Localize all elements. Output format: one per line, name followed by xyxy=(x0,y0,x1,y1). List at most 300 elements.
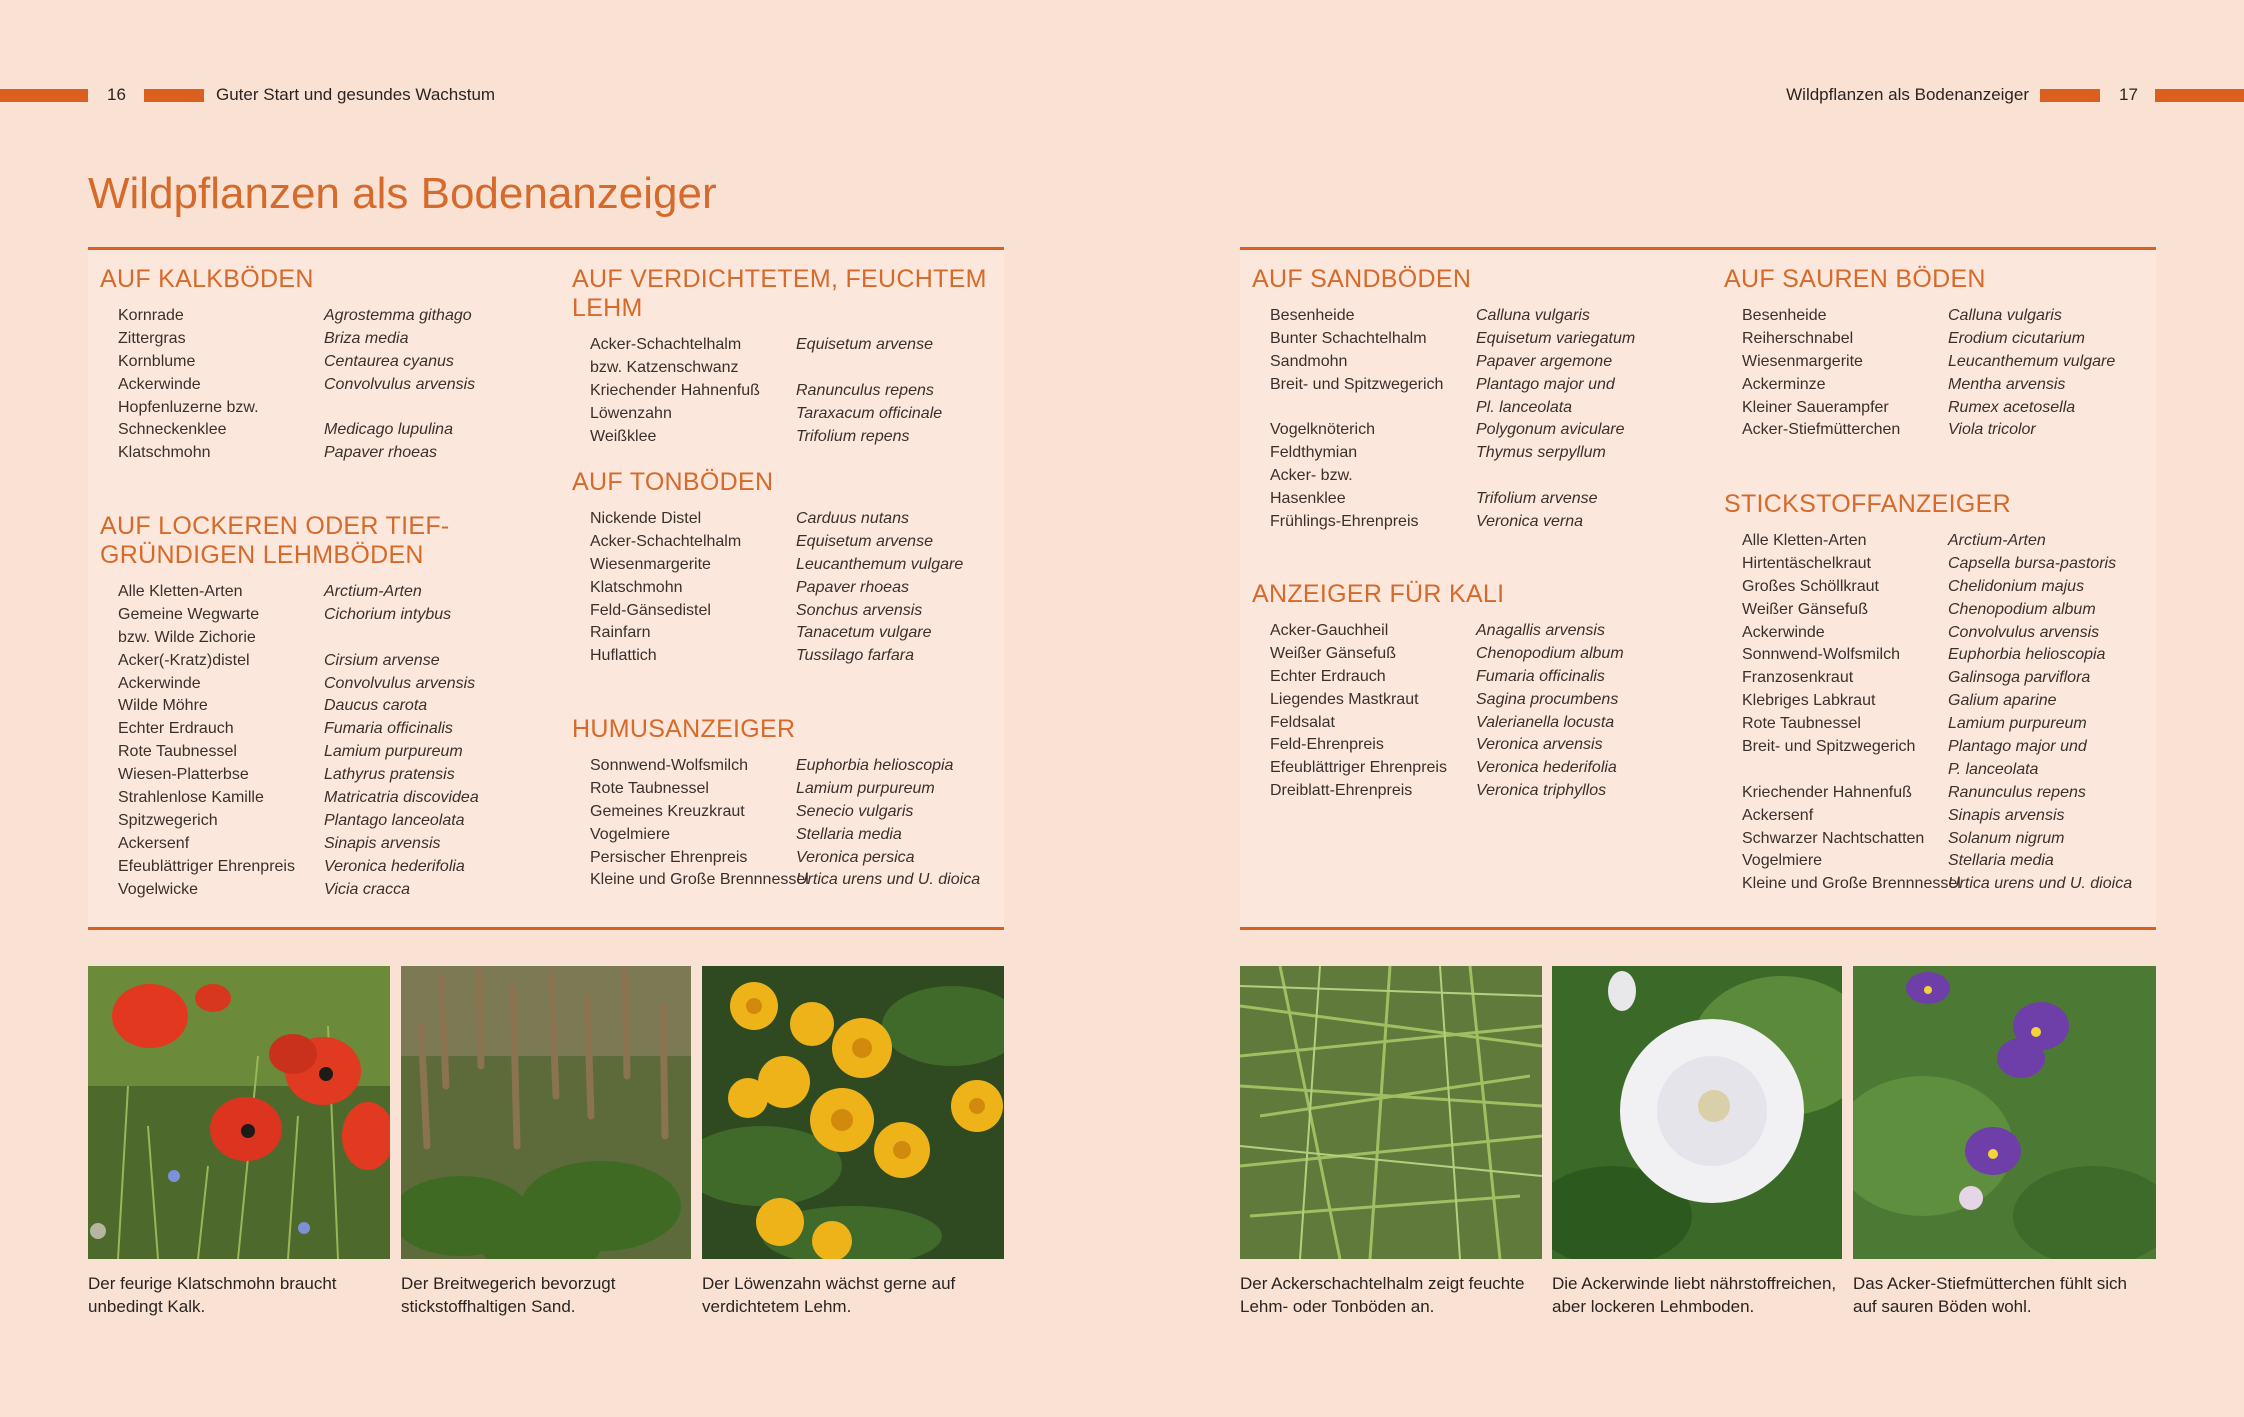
plant-row xyxy=(590,508,1012,531)
plant-row xyxy=(118,810,540,833)
plant-latin-name: Carduus nutans xyxy=(796,510,909,527)
section-sandboeden xyxy=(1252,265,1692,534)
plant-latin-name: Tanacetum vulgare xyxy=(796,624,932,642)
section-verdichteter-lehm xyxy=(572,265,1012,448)
plant-common-name: Spitzwegerich xyxy=(118,811,218,829)
plant-row xyxy=(1742,622,2164,645)
plant-row xyxy=(118,604,540,627)
plant-latin-name: Equisetum arvense xyxy=(796,336,933,353)
plant-row xyxy=(1742,419,2164,442)
plant-latin-name: Leucanthemum vulgare xyxy=(796,555,964,573)
plant-row xyxy=(118,419,540,442)
plant-common-name: Kriechender Hahnenfuß xyxy=(1742,783,1912,801)
plant-latin-name: Medicago lupulina xyxy=(324,421,453,439)
plant-latin-name: Solanum nigrum xyxy=(1948,829,2065,847)
plant-row xyxy=(590,403,1012,426)
plant-common-name: Vogelmiere xyxy=(590,825,671,843)
plant-latin-name: Veronica hederifolia xyxy=(324,857,465,875)
plant-row xyxy=(590,554,1012,577)
plant-latin-name: Lamium purpureum xyxy=(1948,715,2087,733)
section-heading xyxy=(1724,265,2164,294)
plant-latin-name: Plantago lanceolata xyxy=(324,811,465,829)
plant-latin-name: Sinapis arvensis xyxy=(324,834,441,852)
caption-line: stickstoffhaltigen Sand. xyxy=(401,1297,576,1316)
plant-row xyxy=(118,627,540,650)
plant-latin-name: Lamium purpureum xyxy=(796,779,935,797)
plant-latin-name: Vicia cracca xyxy=(324,880,410,898)
plant-common-name: Kornblume xyxy=(118,352,196,370)
plant-row xyxy=(118,442,540,465)
plant-common-name: Efeublättriger Ehrenpreis xyxy=(118,857,295,875)
caption-line: Die Ackerwinde liebt nährstoffreichen, xyxy=(1552,1274,1837,1293)
plant-row xyxy=(1270,488,1692,511)
section-heading xyxy=(572,468,1012,497)
plant-latin-name: Stellaria media xyxy=(1948,852,2054,870)
plant-common-name: Hirtentäschelkraut xyxy=(1742,554,1871,572)
plant-row xyxy=(118,879,540,902)
right-running-title: Wildpflanzen als Bodenanzeiger xyxy=(1786,85,2029,104)
plant-list xyxy=(118,581,540,901)
plant-common-name: Kleiner Sauerampfer xyxy=(1742,398,1889,416)
bindweed-photo xyxy=(1552,966,1842,1259)
plant-row xyxy=(1270,397,1692,420)
plant-row xyxy=(1270,465,1692,488)
plant-latin-name: Stellaria media xyxy=(796,825,902,843)
section-tonboeden xyxy=(572,468,1012,668)
plant-common-name: Vogelwicke xyxy=(118,880,199,898)
plant-row xyxy=(590,600,1012,623)
plant-row xyxy=(118,673,540,696)
plant-row xyxy=(118,374,540,397)
plant-row xyxy=(118,328,540,351)
plant-row xyxy=(118,581,540,604)
plant-common-name: Ackerwinde xyxy=(118,375,201,393)
plant-common-name: Reiherschnabel xyxy=(1742,329,1854,347)
plant-row xyxy=(1270,643,1692,666)
plant-row xyxy=(1742,828,2164,851)
plant-row xyxy=(118,650,540,673)
plant-latin-name: Leucanthemum vulgare xyxy=(1948,352,2116,370)
plant-latin-name: Galinsoga parviflora xyxy=(1948,669,2091,687)
plant-row xyxy=(1270,419,1692,442)
plant-latin-name: Cichorium intybus xyxy=(324,605,452,623)
plant-row xyxy=(1270,757,1692,780)
plant-common-name: Besenheide xyxy=(1742,307,1827,324)
plant-common-name: Zittergras xyxy=(118,329,186,347)
plant-common-name: Rote Taubnessel xyxy=(118,743,237,761)
plant-latin-name: Plantago major und xyxy=(1476,375,1615,393)
plant-latin-name: Mentha arvensis xyxy=(1948,375,2066,393)
plant-common-name: Hopfenluzerne bzw. xyxy=(118,398,259,416)
plant-latin-name: Convolvulus arvensis xyxy=(324,375,476,393)
plant-list xyxy=(590,508,1012,668)
plant-row xyxy=(1270,734,1692,757)
plant-latin-name: Lathyrus pratensis xyxy=(324,766,455,784)
plant-common-name: Acker-Schachtelhalm xyxy=(590,336,742,353)
plant-latin-name: Arctium-Arten xyxy=(324,583,422,600)
plant-latin-name: Centaurea cyanus xyxy=(324,352,454,370)
plant-row xyxy=(1270,780,1692,803)
section-heading-line: AUF LOCKEREN ODER TIEF- xyxy=(100,512,450,540)
plant-latin-name: Daucus carota xyxy=(324,697,428,715)
plant-common-name: Weißer Gänsefuß xyxy=(1742,600,1868,618)
section-heading-line: STICKSTOFFANZEIGER xyxy=(1724,490,2011,518)
caption-pansy xyxy=(1853,1272,2156,1318)
plant-row xyxy=(1270,328,1692,351)
section-heading xyxy=(100,512,540,570)
plant-row xyxy=(1742,690,2164,713)
plant-latin-name: Rumex acetosella xyxy=(1948,398,2076,416)
plant-row xyxy=(1270,374,1692,397)
section-kali xyxy=(1252,580,1692,803)
section-stickstoff xyxy=(1724,490,2164,896)
plant-common-name: Alle Kletten-Arten xyxy=(1742,532,1867,549)
section-heading-line: AUF SAUREN BÖDEN xyxy=(1724,265,1986,293)
section-heading-line: GRÜNDIGEN LEHMBÖDEN xyxy=(100,541,424,569)
plant-row xyxy=(1270,712,1692,735)
plant-row xyxy=(590,801,1012,824)
plant-common-name: Acker-Stiefmütterchen xyxy=(1742,421,1901,439)
plant-latin-name: Equisetum variegatum xyxy=(1476,329,1636,347)
plant-latin-name: Veronica hederifolia xyxy=(1476,759,1617,777)
plant-row xyxy=(118,833,540,856)
plant-common-name: Löwenzahn xyxy=(590,404,672,422)
section-humusanzeiger xyxy=(572,715,1012,892)
plant-common-name: Echter Erdrauch xyxy=(1270,667,1386,685)
plant-row xyxy=(590,426,1012,449)
plant-row xyxy=(118,695,540,718)
plant-common-name: Ackersenf xyxy=(118,834,190,852)
plant-common-name: Klatschmohn xyxy=(590,578,683,596)
plant-row xyxy=(590,869,1012,892)
plant-latin-name: Taraxacum officinale xyxy=(796,404,943,422)
caption-line: Lehm- oder Tonböden an. xyxy=(1240,1297,1435,1316)
horsetail-photo xyxy=(1240,966,1542,1259)
caption-line: Der Löwenzahn wächst gerne auf xyxy=(702,1274,956,1293)
poppy-photo xyxy=(88,966,390,1259)
plant-latin-name: Euphorbia helioscopia xyxy=(1948,646,2106,664)
section-heading xyxy=(100,265,540,294)
header-rule-right-outer xyxy=(2155,89,2244,102)
plant-row xyxy=(590,847,1012,870)
plant-row xyxy=(118,718,540,741)
plant-row xyxy=(590,645,1012,668)
plant-common-name: Ackersenf xyxy=(1742,806,1814,824)
plant-common-name: Klebriges Labkraut xyxy=(1742,692,1876,710)
plant-latin-name: Equisetum arvense xyxy=(796,532,933,550)
plant-common-name: Kleine und Große Brennnessel xyxy=(590,871,809,889)
plant-common-name: Persischer Ehrenpreis xyxy=(590,848,748,866)
plant-common-name: Vogelmiere xyxy=(1742,852,1823,870)
section-heading-line: AUF SANDBÖDEN xyxy=(1252,265,1472,293)
plant-row xyxy=(1742,599,2164,622)
plant-latin-name: Chenopodium album xyxy=(1948,600,2096,618)
plant-row xyxy=(590,622,1012,645)
plant-common-name: Kornrade xyxy=(118,307,184,324)
plant-common-name: Schwarzer Nachtschatten xyxy=(1742,829,1925,847)
plant-common-name: Kriechender Hahnenfuß xyxy=(590,381,760,399)
section-heading-line: HUMUSANZEIGER xyxy=(572,715,796,743)
caption-bindweed xyxy=(1552,1272,1847,1318)
plant-latin-name: Agrostemma githago xyxy=(324,307,472,324)
plant-latin-name: Fumaria officinalis xyxy=(324,720,453,738)
plant-common-name: Weißklee xyxy=(590,427,657,445)
plant-row xyxy=(1742,374,2164,397)
plant-latin-name: Tussilago farfara xyxy=(796,647,914,665)
caption-line: Der Ackerschachtelhalm zeigt feuchte xyxy=(1240,1274,1525,1293)
plant-common-name: Franzosenkraut xyxy=(1742,669,1854,687)
plant-latin-name: Papaver argemone xyxy=(1476,352,1613,370)
plant-latin-name: Capsella bursa-pastoris xyxy=(1948,554,2117,572)
plant-latin-name: Trifolium arvense xyxy=(1476,490,1598,508)
plant-latin-name: Euphorbia helioscopia xyxy=(796,757,954,774)
plant-common-name: Wiesenmargerite xyxy=(590,555,711,573)
plant-row xyxy=(118,764,540,787)
plant-row xyxy=(1270,351,1692,374)
plant-row xyxy=(1742,805,2164,828)
plant-latin-name: Sinapis arvensis xyxy=(1948,806,2065,824)
section-heading xyxy=(572,715,1012,744)
plant-row xyxy=(1742,850,2164,873)
plant-latin-name: Trifolium repens xyxy=(796,427,910,445)
plant-latin-name: Sagina procumbens xyxy=(1476,690,1619,708)
plant-row xyxy=(1742,667,2164,690)
plantain-photo xyxy=(401,966,691,1259)
page-title: Wildpflanzen als Bodenanzeiger xyxy=(88,169,717,218)
caption-line: Der feurige Klatschmohn braucht xyxy=(88,1274,337,1293)
plant-common-name: Großes Schöllkraut xyxy=(1742,577,1879,595)
caption-poppy xyxy=(88,1272,390,1318)
plant-row xyxy=(590,334,1012,357)
plant-common-name: Breit- und Spitzwegerich xyxy=(1742,738,1916,756)
plant-common-name: Bunter Schachtelhalm xyxy=(1270,329,1427,347)
plant-row xyxy=(590,531,1012,554)
plant-common-name: Hasenklee xyxy=(1270,490,1346,508)
plant-row xyxy=(1742,576,2164,599)
caption-line: aber lockeren Lehmboden. xyxy=(1552,1297,1755,1316)
section-heading-line: AUF KALKBÖDEN xyxy=(100,265,314,293)
plant-common-name: Alle Kletten-Arten xyxy=(118,583,243,600)
plant-common-name: Feldthymian xyxy=(1270,444,1358,462)
plant-row xyxy=(1742,530,2164,553)
plant-list xyxy=(1742,305,2164,442)
plant-latin-name: Convolvulus arvensis xyxy=(1948,623,2100,641)
plant-common-name: Frühlings-Ehrenpreis xyxy=(1270,513,1419,531)
plant-common-name: Gemeines Kreuzkraut xyxy=(590,802,745,820)
plant-latin-name: Cirsium arvense xyxy=(324,651,440,669)
plant-latin-name: Calluna vulgaris xyxy=(1948,307,2062,324)
plant-row xyxy=(1742,305,2164,328)
plant-common-name: Huflattich xyxy=(590,647,657,665)
plant-common-name: Dreiblatt-Ehrenpreis xyxy=(1270,782,1413,800)
plant-common-name: Acker-Gauchheil xyxy=(1270,622,1389,639)
plant-latin-name: Urtica urens und U. dioica xyxy=(1948,875,2133,893)
plant-row xyxy=(590,357,1012,380)
plant-row xyxy=(1742,782,2164,805)
plant-common-name: Acker-Schachtelhalm xyxy=(590,532,742,550)
plant-common-name: Rote Taubnessel xyxy=(1742,715,1861,733)
plant-common-name: Ackerwinde xyxy=(118,674,201,692)
plant-common-name: Vogelknöterich xyxy=(1270,421,1375,439)
plant-latin-name: Veronica triphyllos xyxy=(1476,782,1607,800)
plant-common-name: Klatschmohn xyxy=(118,444,211,462)
plant-row xyxy=(1270,305,1692,328)
plant-row xyxy=(1270,442,1692,465)
plant-row xyxy=(118,787,540,810)
plant-common-name: Rainfarn xyxy=(590,624,651,642)
plant-row xyxy=(118,305,540,328)
plant-latin-name: Ranunculus repens xyxy=(1948,783,2086,801)
plant-list xyxy=(118,305,540,465)
plant-common-name: Ackerminze xyxy=(1742,375,1826,393)
plant-list xyxy=(1270,620,1692,803)
plant-common-name: Rote Taubnessel xyxy=(590,779,709,797)
plant-row xyxy=(1270,620,1692,643)
section-kalkboeden xyxy=(100,265,540,465)
section-heading-line: AUF VERDICHTETEM, FEUCHTEM LEHM xyxy=(572,265,987,322)
plant-row xyxy=(1742,328,2164,351)
plant-common-name: Sandmohn xyxy=(1270,352,1348,370)
plant-common-name: Weißer Gänsefuß xyxy=(1270,644,1396,662)
plant-latin-name: Galium aparine xyxy=(1948,692,2057,710)
plant-row xyxy=(118,856,540,879)
plant-common-name: Echter Erdrauch xyxy=(118,720,234,738)
plant-common-name: Wilde Möhre xyxy=(118,697,208,715)
plant-latin-name: Pl. lanceolata xyxy=(1476,398,1573,416)
plant-row xyxy=(590,824,1012,847)
plant-common-name: bzw. Wilde Zichorie xyxy=(118,628,256,646)
header-rule-right-inner xyxy=(2040,89,2100,102)
plant-latin-name: Matricatria discovidea xyxy=(324,789,479,807)
plant-common-name: Sonnwend-Wolfsmilch xyxy=(590,757,748,774)
plant-row xyxy=(1742,553,2164,576)
plant-common-name: Liegendes Mastkraut xyxy=(1270,690,1419,708)
plant-common-name: Gemeine Wegwarte xyxy=(118,605,260,623)
left-running-title: Guter Start und gesundes Wachstum xyxy=(216,85,496,104)
plant-latin-name: P. lanceolata xyxy=(1948,760,2039,778)
plant-latin-name: Veronica persica xyxy=(796,848,915,866)
plant-latin-name: Polygonum aviculare xyxy=(1476,421,1625,439)
plant-latin-name: Fumaria officinalis xyxy=(1476,667,1605,685)
plant-common-name: Besenheide xyxy=(1270,307,1355,324)
plant-row xyxy=(1742,351,2164,374)
caption-line: Das Acker-Stiefmütterchen fühlt sich xyxy=(1853,1274,2128,1293)
plant-row xyxy=(1742,397,2164,420)
plant-common-name: Schneckenklee xyxy=(118,421,227,439)
plant-common-name: Efeublättriger Ehrenpreis xyxy=(1270,759,1447,777)
caption-line: verdichtetem Lehm. xyxy=(702,1297,852,1316)
right-page-number: 17 xyxy=(2119,85,2138,104)
plant-row xyxy=(118,351,540,374)
plant-latin-name: Papaver rhoeas xyxy=(324,444,437,462)
plant-latin-name: Senecio vulgaris xyxy=(796,802,914,820)
plant-latin-name: Urtica urens und U. dioica xyxy=(796,871,981,889)
plant-row xyxy=(590,380,1012,403)
plant-common-name: Nickende Distel xyxy=(590,510,702,527)
plant-common-name: Feld-Ehrenpreis xyxy=(1270,736,1384,754)
plant-latin-name: Erodium cicutarium xyxy=(1948,329,2085,347)
plant-latin-name: Thymus serpyllum xyxy=(1476,444,1606,462)
section-heading-line: AUF TONBÖDEN xyxy=(572,468,774,496)
caption-plantain xyxy=(401,1272,691,1318)
section-saure-boeden xyxy=(1724,265,2164,442)
section-heading xyxy=(572,265,1012,323)
plant-latin-name: Sonchus arvensis xyxy=(796,601,923,619)
plant-list xyxy=(1742,530,2164,896)
header-rule-left-inner xyxy=(144,89,204,102)
section-lockere-lehmboeden xyxy=(100,512,540,901)
plant-latin-name: Ranunculus repens xyxy=(796,381,934,399)
plant-common-name: Sonnwend-Wolfsmilch xyxy=(1742,646,1900,664)
section-heading xyxy=(1252,580,1692,609)
caption-dandelion xyxy=(702,1272,1004,1318)
plant-row xyxy=(590,577,1012,600)
plant-latin-name: Chelidonium majus xyxy=(1948,577,2085,595)
plant-latin-name: Plantago major und xyxy=(1948,738,2087,756)
plant-latin-name: Anagallis arvensis xyxy=(1476,622,1605,639)
plant-row xyxy=(1742,873,2164,896)
plant-latin-name: Veronica verna xyxy=(1476,513,1584,531)
left-page-number: 16 xyxy=(107,85,126,104)
plant-latin-name: Calluna vulgaris xyxy=(1476,307,1590,324)
plant-list xyxy=(590,755,1012,892)
plant-row xyxy=(1270,666,1692,689)
plant-latin-name: Briza media xyxy=(324,329,409,347)
caption-line: Der Breitwegerich bevorzugt xyxy=(401,1274,616,1293)
plant-common-name: Breit- und Spitzwegerich xyxy=(1270,375,1444,393)
plant-latin-name: Viola tricolor xyxy=(1948,421,2036,439)
plant-common-name: Acker- bzw. xyxy=(1270,467,1353,485)
caption-line: unbedingt Kalk. xyxy=(88,1297,206,1316)
plant-common-name: bzw. Katzenschwanz xyxy=(590,358,739,376)
caption-horsetail xyxy=(1240,1272,1542,1318)
plant-row xyxy=(1742,759,2164,782)
plant-latin-name: Papaver rhoeas xyxy=(796,578,909,596)
plant-common-name: Strahlenlose Kamille xyxy=(118,789,264,807)
plant-row xyxy=(118,397,540,420)
plant-common-name: Kleine und Große Brennnessel xyxy=(1742,875,1961,893)
plant-row xyxy=(1270,511,1692,534)
plant-latin-name: Convolvulus arvensis xyxy=(324,674,476,692)
plant-row xyxy=(1742,713,2164,736)
plant-common-name: Acker(-Kratz)distel xyxy=(118,651,250,669)
caption-line: auf sauren Böden wohl. xyxy=(1853,1297,2032,1316)
section-heading xyxy=(1252,265,1692,294)
plant-common-name: Ackerwinde xyxy=(1742,623,1825,641)
section-heading-line: ANZEIGER FÜR KALI xyxy=(1252,580,1505,608)
plant-row xyxy=(1270,689,1692,712)
header-rule-left-outer xyxy=(0,89,88,102)
plant-list xyxy=(590,334,1012,448)
plant-row xyxy=(590,755,1012,778)
plant-latin-name: Lamium purpureum xyxy=(324,743,463,761)
plant-row xyxy=(1742,644,2164,667)
plant-row xyxy=(590,778,1012,801)
dandelion-photo xyxy=(702,966,1004,1259)
plant-common-name: Wiesenmargerite xyxy=(1742,352,1863,370)
plant-common-name: Wiesen-Platterbse xyxy=(118,766,249,784)
pansy-photo xyxy=(1853,966,2156,1259)
plant-common-name: Feld-Gänsedistel xyxy=(590,601,711,619)
plant-row xyxy=(118,741,540,764)
plant-common-name: Feldsalat xyxy=(1270,713,1335,731)
plant-list xyxy=(1270,305,1692,534)
plant-latin-name: Chenopodium album xyxy=(1476,644,1624,662)
plant-latin-name: Valerianella locusta xyxy=(1476,713,1615,731)
plant-latin-name: Veronica arvensis xyxy=(1476,736,1603,754)
plant-latin-name: Arctium-Arten xyxy=(1948,532,2046,549)
plant-row xyxy=(1742,736,2164,759)
